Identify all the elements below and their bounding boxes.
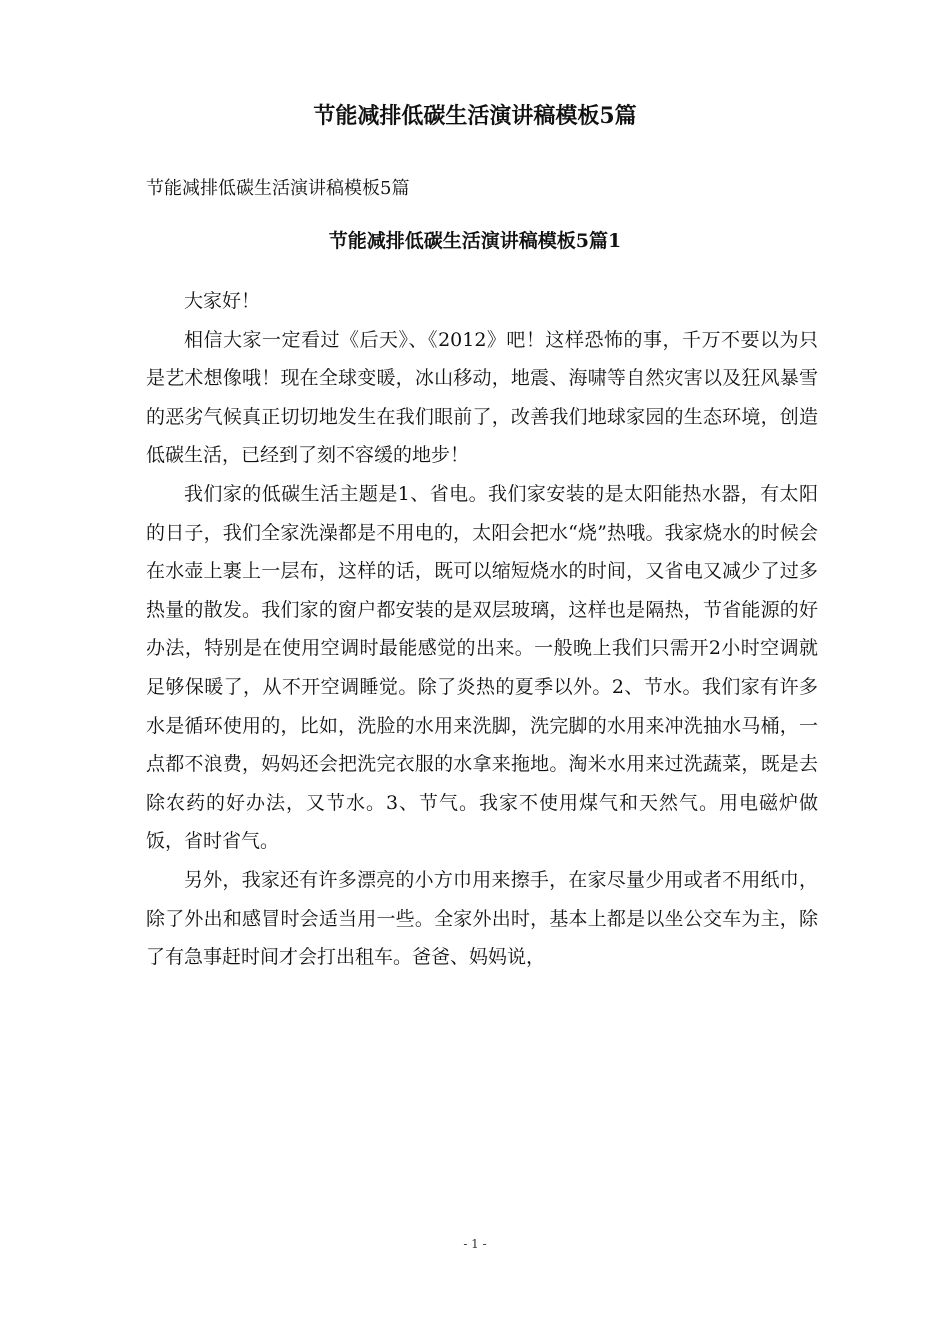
speech-body bbox=[146, 282, 818, 977]
document-subtitle: 节能减排低碳生活演讲稿模板5篇 bbox=[146, 178, 410, 199]
section-title: 节能减排低碳生活演讲稿模板5篇1 bbox=[328, 230, 622, 252]
paragraph-intro: 相信大家一定看过《后天》、《2012》吧！这样恐怖的事，千万不要以为只是艺术想像哦！现在全球变暖，冰山移动，地震、海啸等自然灾害以及狂风暴雪的恶劣气候真正切切地发生在我们眼前了，改善我们地球家园的生态环境，创造低碳生活，已经到了刻不容缓的地步！ bbox=[146, 328, 818, 467]
paragraph-family-practices: 我们家的低碳生活主题是1、省电。我们家安装的是太阳能热水器，有太阳的日子，我们全家洗澡都是不用电的，太阳会把水“烧”热哦。我家烧水的时候会在水壶上裹上一层布，这样的话，既可以缩短烧水的时间，又省电又减少了过多热量的散发。我们家的窗户都安装的是双层玻璃，这样也是隔热，节省能源的好办法，特别是在使用空调时最能感觉的出来。一般晚上我们只需开2小时空调就足够保暖了，从不开空调睡觉。除了炎热的夏季以外。2、节水。我们家有许多水是循环使用的，比如，洗脸的水用来洗脚，洗完脚的水用来冲洗抽水马桶，一点都不浪费，妈妈还会把洗完衣服的水拿来拖地。淘米水用来过洗蔬菜，既是去除农药的好办法，又节水。3、节气。我家不使用煤气和天然气。用电磁炉做饭，省时省气。 bbox=[146, 482, 818, 853]
page-number: - 1 - bbox=[463, 1237, 487, 1251]
paragraph-additional: 另外，我家还有许多漂亮的小方巾用来擦手，在家尽量少用或者不用纸巾，除了外出和感冒时会适当用一些。全家外出时，基本上都是以坐公交车为主，除了有急事赶时间才会打出租车。爸爸、妈妈说， bbox=[146, 868, 818, 969]
paragraph-greeting: 大家好！ bbox=[184, 290, 261, 312]
document-title: 节能减排低碳生活演讲稿模板5篇 bbox=[313, 103, 637, 129]
